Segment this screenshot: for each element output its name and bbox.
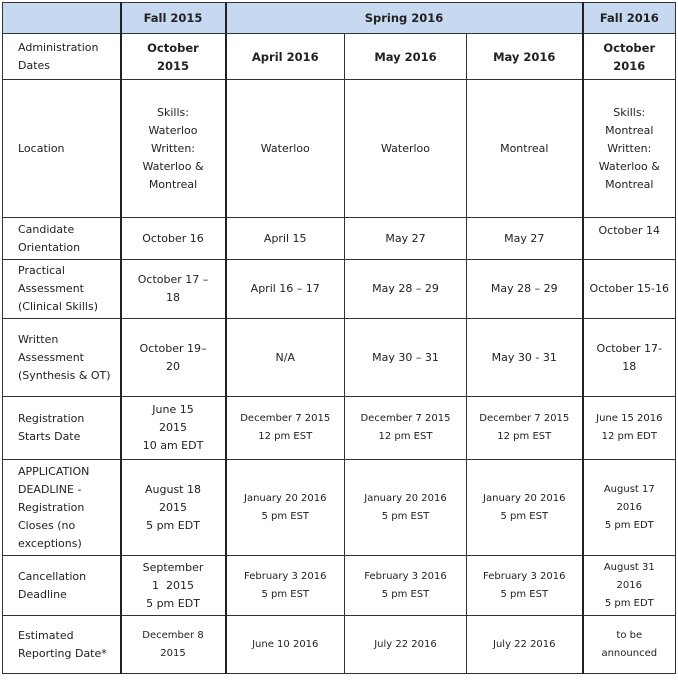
cell-line: Montreal: [148, 177, 198, 191]
cell-deadline-may-waterloo: [345, 460, 467, 556]
cell-written-may-montreal: May 30 - 31: [467, 319, 583, 397]
cell-line: Skills:: [613, 105, 646, 119]
header-row: [3, 3, 676, 34]
cell-line: October 19–: [139, 341, 207, 355]
cell-line: 5 pm EST: [261, 588, 310, 600]
cell-cancellation-may-montreal: [467, 556, 583, 616]
table-row: [3, 218, 676, 260]
cell-line: 18: [622, 359, 637, 373]
cell-admin-fall2015: [121, 34, 226, 80]
cell-reporting-fall2016: [583, 616, 676, 674]
cell-line: 5 pm EDT: [146, 596, 200, 610]
cell-line: 12 pm EST: [497, 431, 552, 442]
table-row: [3, 260, 676, 319]
cell-orientation-april: April 15: [226, 218, 345, 260]
cell-deadline-may-montreal: [467, 460, 583, 556]
cell-cancellation-may-waterloo: [345, 556, 467, 616]
row-label-reporting: Estimated Reporting Date*: [3, 616, 121, 674]
cell-line: December 8: [142, 629, 204, 641]
table-row: [3, 34, 676, 80]
cell-line: August 31 2016: [603, 561, 655, 591]
cell-registration-april: [226, 397, 345, 460]
cell-orientation-may-waterloo: May 27: [345, 218, 467, 260]
cell-location-fall2016: [583, 80, 676, 218]
cell-registration-may-waterloo: [345, 397, 467, 460]
cell-practical-may-waterloo: May 28 – 29: [345, 260, 467, 319]
cell-line: 18: [166, 291, 180, 304]
cell-line: Montreal: [605, 123, 654, 137]
cell-orientation-may-montreal: May 27: [467, 218, 583, 260]
cell-line: 5 pm EST: [381, 588, 430, 600]
cell-practical-may-montreal: May 28 – 29: [467, 260, 583, 319]
cell-line: September: [142, 560, 204, 574]
row-label-deadline: APPLICATION DEADLINE - Registration Closes (no exceptions): [3, 460, 121, 556]
cell-cancellation-fall2015: [121, 556, 226, 616]
row-label-orientation: Candidate Orientation: [3, 218, 121, 260]
cell-line: 2015: [159, 421, 187, 434]
cell-line: Written:: [150, 141, 196, 155]
cell-admin-fall2016: [583, 34, 676, 80]
table-row: [3, 80, 676, 218]
cell-line: 5 pm EDT: [604, 597, 654, 609]
cell-deadline-april: [226, 460, 345, 556]
cell-line: October 17-: [596, 341, 663, 355]
cell-line: Montreal: [605, 177, 654, 191]
cell-location-may-waterloo: Waterloo: [345, 80, 467, 218]
cell-line: Waterloo: [148, 123, 198, 137]
cell-reporting-fall2015: [121, 616, 226, 674]
cell-registration-fall2016: [583, 397, 676, 460]
cell-reporting-may-montreal: July 22 2016: [467, 616, 583, 674]
cell-line: October: [147, 40, 199, 55]
cell-deadline-fall2015: [121, 460, 226, 556]
cell-line: Waterloo &: [142, 159, 204, 173]
cell-line: 5 pm EST: [500, 510, 549, 522]
cell-line: June 15: [152, 403, 194, 416]
cell-written-fall2016: [583, 319, 676, 397]
table-row: [3, 319, 676, 397]
cell-line: 20: [166, 359, 180, 373]
cell-line: 2015: [156, 58, 189, 73]
cell-line: October 17 –: [137, 273, 209, 286]
cell-reporting-april: June 10 2016: [226, 616, 345, 674]
row-label-practical: Practical Assessment (Clinical Skills): [3, 260, 121, 319]
cell-location-may-montreal: Montreal: [467, 80, 583, 218]
cell-line: 5 pm EDT: [146, 518, 200, 532]
cell-line: January 20 2016: [364, 492, 447, 504]
cell-line: 2016: [613, 58, 646, 73]
cell-orientation-fall2016: October 14: [583, 218, 676, 260]
table-row: [3, 556, 676, 616]
row-label-written: Written Assessment (Synthesis & OT): [3, 319, 121, 397]
cell-cancellation-april: [226, 556, 345, 616]
header-blank: [3, 3, 121, 34]
cell-deadline-fall2016: [583, 460, 676, 556]
header-fall-2015: Fall 2015: [121, 3, 226, 34]
cell-location-april: Waterloo: [226, 80, 345, 218]
cell-line: February 3 2016: [364, 570, 447, 582]
cell-line: 12 pm EDT: [601, 431, 657, 442]
cell-orientation-fall2015: October 16: [121, 218, 226, 260]
cell-practical-fall2015: [121, 260, 226, 319]
table-row: [3, 616, 676, 674]
row-label-location: Location: [3, 80, 121, 218]
cell-line: 5 pm EST: [381, 510, 430, 522]
cell-line: to be: [616, 629, 643, 641]
cell-written-may-waterloo: May 30 – 31: [345, 319, 467, 397]
cell-admin-may-waterloo: May 2016: [345, 34, 467, 80]
cell-line: 12 pm EST: [378, 431, 433, 442]
cell-line: December 7 2015: [479, 413, 570, 424]
cell-location-fall2015: [121, 80, 226, 218]
cell-line: 10 am EDT: [142, 439, 204, 452]
cell-line: Skills:: [157, 105, 189, 119]
cell-line: December 7 2015: [240, 413, 331, 424]
cell-line: 12 pm EST: [258, 431, 313, 442]
header-fall-2016: Fall 2016: [583, 3, 676, 34]
cell-line: December 7 2015: [360, 413, 451, 424]
cell-line: June 15 2016: [596, 413, 663, 424]
cell-line: 5 pm EST: [500, 588, 549, 600]
cell-written-april: N/A: [226, 319, 345, 397]
cell-line: 1 2015: [152, 578, 194, 592]
cell-registration-fall2015: [121, 397, 226, 460]
table-row: [3, 460, 676, 556]
cell-line: February 3 2016: [483, 570, 566, 582]
cell-line: 5 pm EST: [261, 510, 310, 522]
cell-line: January 20 2016: [244, 492, 327, 504]
cell-line: 2015: [160, 647, 186, 659]
cell-practical-april: April 16 – 17: [226, 260, 345, 319]
cell-reporting-may-waterloo: July 22 2016: [345, 616, 467, 674]
cell-practical-fall2016: October 15-16: [583, 260, 676, 319]
row-label-registration: Registration Starts Date: [3, 397, 121, 460]
cell-line: 2015: [159, 500, 187, 514]
cell-admin-may-montreal: May 2016: [467, 34, 583, 80]
cell-admin-april: April 2016: [226, 34, 345, 80]
cell-line: August 17 2016: [603, 483, 655, 513]
table-row: [3, 397, 676, 460]
cell-line: August 18: [145, 482, 201, 496]
row-label-cancellation: Cancellation Deadline: [3, 556, 121, 616]
cell-line: February 3 2016: [244, 570, 327, 582]
cell-line: Written:: [607, 141, 652, 155]
header-spring-2016: Spring 2016: [226, 3, 583, 34]
cell-line: Waterloo &: [598, 159, 660, 173]
cell-line: January 20 2016: [483, 492, 566, 504]
cell-line: 5 pm EDT: [604, 519, 654, 531]
cell-line: announced: [601, 647, 658, 659]
cell-line: October: [603, 40, 656, 55]
schedule-table: [2, 2, 676, 674]
cell-cancellation-fall2016: [583, 556, 676, 616]
cell-registration-may-montreal: [467, 397, 583, 460]
row-label-admin: Administration Dates: [3, 34, 121, 80]
cell-written-fall2015: [121, 319, 226, 397]
